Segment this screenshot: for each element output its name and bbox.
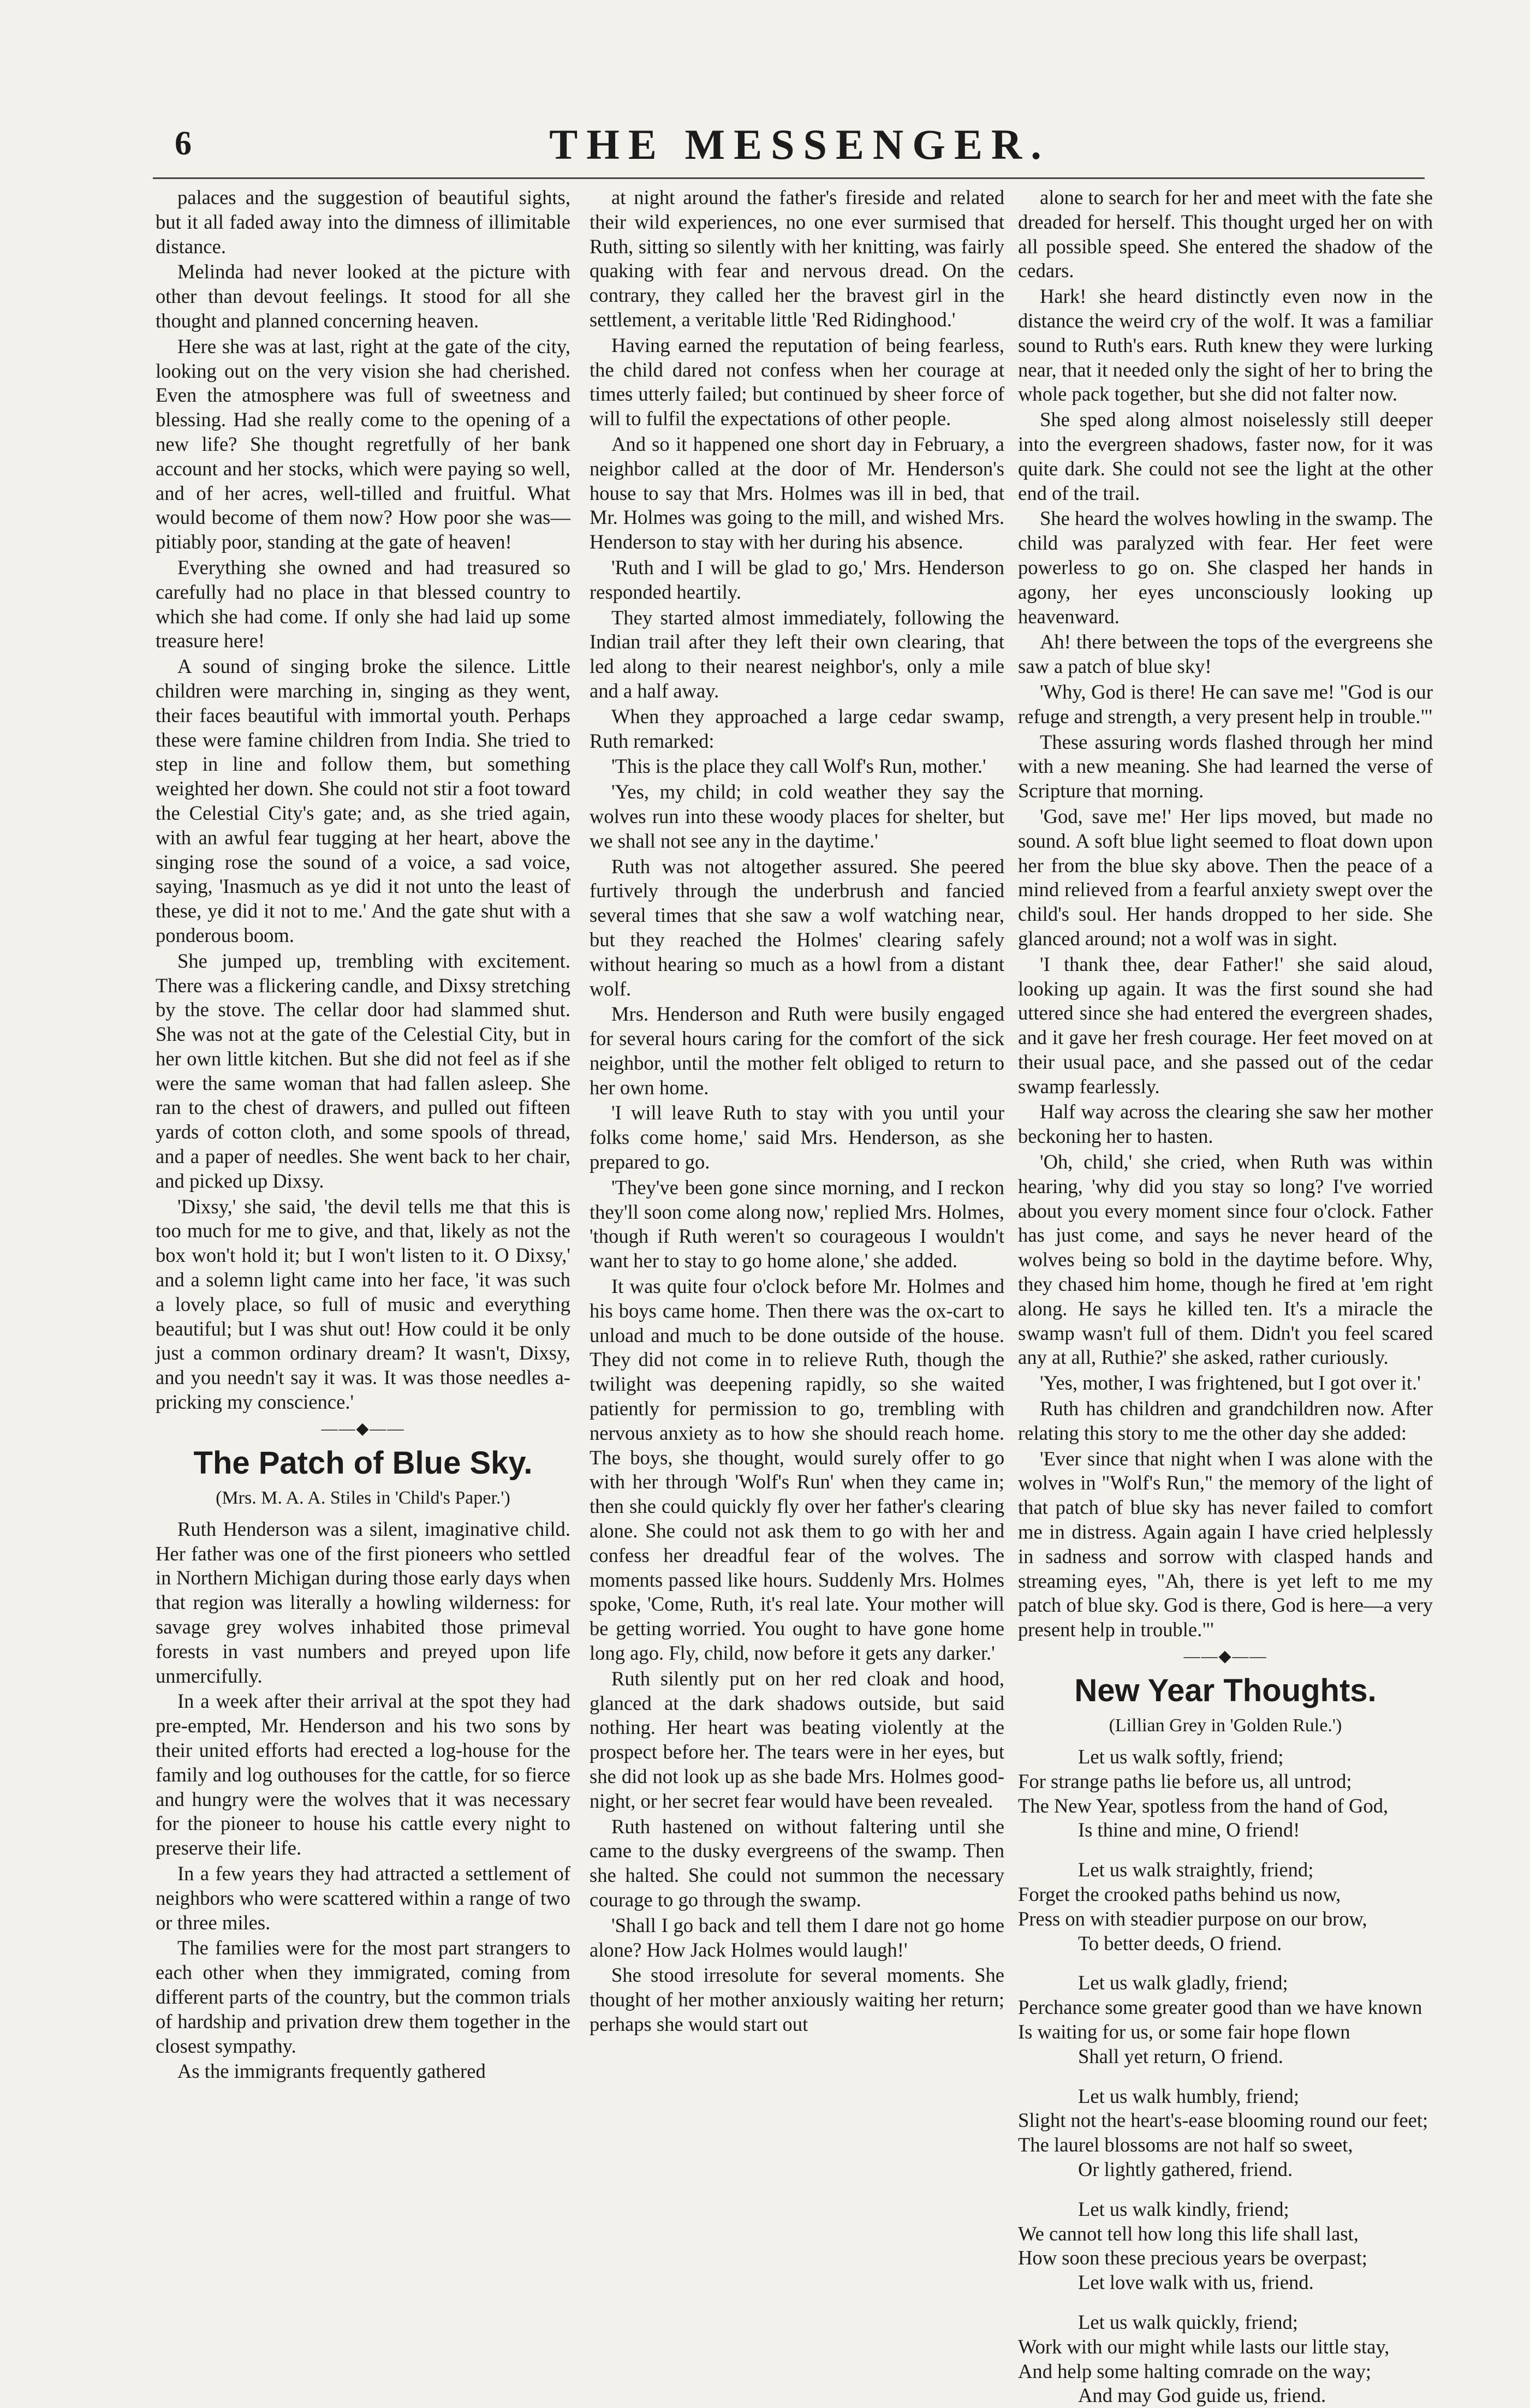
- paragraph: She jumped up, trembling with excitement. There was a flickering candle, and Dixsy stretching by the stove. The cellar door had slammed shut. She was not at the gate of the Celestial City, but in her own little kitchen. But she did not feel as if she were the same woman that had fallen asleep. She ran to the chest of drawers, and pulled out fifteen yards of cotton cloth, and some spools of thread, and a paper of needles. She went back to her chair, and picked up Dixsy.: [156, 949, 570, 1192]
- paragraph: Mrs. Henderson and Ruth were busily engaged for several hours caring for the comfort of the sick neighbor, until the mother felt obliged to return to her own home.: [590, 1003, 1004, 1099]
- paragraph: As the immigrants frequently gathered: [177, 2060, 486, 2083]
- paragraph: 'Oh, child,' she cried, when Ruth was within hearing, 'why did you stay so long? I've worried about you every moment since four o'clock. Father has just come, and says he never heard of the wolves being so bold in the daytime before. Why, they chased him home, though he fired at 'em right along. He says he killed ten. It's a miracle the swamp wasn't full of them. Didn't you feel scared any at all, Ruthie?' she asked, rather curiously.: [1018, 1151, 1433, 1369]
- paragraph: 'Yes, mother, I was frightened, but I got over it.': [1040, 1372, 1421, 1394]
- paragraph: 'Ruth and I will be glad to go,' Mrs. Henderson responded heartily.: [590, 556, 1004, 603]
- poem-line: We cannot tell how long this life shall last,: [1018, 2222, 1359, 2245]
- paragraph: 'Ever since that night when I was alone with the wolves in "Wolf's Run," the memory of the light of that patch of blue sky has never failed to comfort me in distress. Again again I have cried helplessly in sadness and sorrow with clasped hands and streaming eyes, "Ah, there is yet left to me my patch of blue sky. God is there, God is here—a very present help in trouble."': [1018, 1447, 1433, 1641]
- poem-line: The laurel blossoms are not half so sweet,: [1018, 2133, 1353, 2156]
- poem-line: Shall yet return, O friend.: [1078, 2045, 1283, 2067]
- poem-line: To better deeds, O friend.: [1078, 1932, 1282, 1954]
- poem-stanza: [1018, 1971, 1433, 2069]
- poem-line: Let us walk humbly, friend;: [1078, 2084, 1299, 2107]
- paragraph: at night around the father's fireside and related their wild experiences, no one ever surmised that Ruth, sitting so silently with her knitting, was fairly quaking with fear and nervous dread. On the contrary, they called her the bravest girl in the settlement, a veritable little 'Red Ridinghood.': [590, 186, 1004, 331]
- header-rule: [153, 177, 1425, 179]
- paragraph: They started almost immediately, following the Indian trail after they left their own clearing, that led along to their nearest neighbor's, only a mile and a half away.: [590, 606, 1004, 702]
- poem-stanza: [1018, 1858, 1433, 1956]
- poem-line: Is waiting for us, or some fair hope flown: [1018, 2020, 1350, 2043]
- poem-line: Perchance some greater good than we have known: [1018, 1996, 1422, 2019]
- poem-line: Let us walk quickly, friend;: [1078, 2310, 1298, 2333]
- section-divider: ——◆——: [321, 1419, 405, 1438]
- paragraph: Hark! she heard distinctly even now in the distance the weird cry of the wolf. It was a familiar sound to Ruth's ears. Ruth knew they were lurking near, that it needed only the sight of her to bring the whole pack together, but she did not falter now.: [1018, 285, 1433, 406]
- paragraph: Melinda had never looked at the picture with other than devout feelings. It stood for all she thought and planned concerning heaven.: [156, 260, 570, 332]
- story-title: The Patch of Blue Sky.: [193, 1445, 533, 1481]
- column-3-story-continued: [1018, 186, 1433, 1642]
- poem-line: Let us walk softly, friend;: [1078, 1745, 1284, 1768]
- poem-title: New Year Thoughts.: [1074, 1673, 1377, 1709]
- poem-line: For strange paths lie before us, all untrod;: [1018, 1769, 1352, 1792]
- paragraph: Ruth hastened on without faltering until she came to the dusky evergreens of the swamp. Then she halted. She could not summon the necessary courage to go through the swamp.: [590, 1815, 1004, 1911]
- poem-line: How soon these precious years be overpast;: [1018, 2246, 1367, 2269]
- paragraph: In a few years they had attracted a settlement of neighbors who were scattered within a range of two or three miles.: [156, 1862, 570, 1934]
- paragraph: Half way across the clearing she saw her mother beckoning her to hasten.: [1018, 1100, 1433, 1148]
- poem-line: Let us walk straightly, friend;: [1078, 1858, 1314, 1881]
- paragraph: In a week after their arrival at the spot they had pre-empted, Mr. Henderson and his two sons by their united efforts had erected a log-house for the family and log outhouses for the cattle, for so fierce and hungry were the wolves that it was necessary for the pioneer to house his cattle every night to preserve their life.: [156, 1690, 570, 1859]
- poem-line: Let love walk with us, friend.: [1078, 2271, 1314, 2294]
- paragraph: Ruth silently put on her red cloak and hood, glanced at the dark shadows outside, but said nothing. Her heart was beating violently at the prospect before her. The tears were in her eyes, but she did not look up as she bade Mrs. Holmes good-night, or her secret fear would have been revealed.: [590, 1667, 1004, 1812]
- column-2: [590, 186, 1004, 2325]
- page-number: 6: [175, 125, 192, 162]
- paragraph: 'Dixsy,' she said, 'the devil tells me that this is too much for me to give, and that, likely as not the box won't hold it; but I won't listen to it. O Dixsy,' and a solemn light came into her face, 'it was such a lovely place, so full of music and everything beautiful; but I was shut out! How could it be only just a common ordinary dream? It wasn't, Dixsy, and you needn't say it was. It was those needles a-pricking my conscience.': [156, 1195, 570, 1414]
- paragraph: Here she was at last, right at the gate of the city, looking out on the very vision she had cherished. Even the atmosphere was full of sweetness and blessing. Had she really come to the opening of a new life? She thought regretfully of her bank account and her stocks, which were paying so well, and of her acres, well-tilled and fruitful. What would become of them now? How poor she was—pitiably poor, standing at the gate of heaven!: [156, 335, 570, 553]
- paragraph: The families were for the most part strangers to each other when they immigrated, coming from different parts of the country, but the common trials of hardship and privation drew them together in the closest sympathy.: [156, 1936, 570, 2057]
- column-1: [156, 186, 570, 2325]
- paragraph: Ruth has children and grandchildren now. After relating this story to me the other day she added:: [1018, 1397, 1433, 1444]
- poem-stanza: [1018, 1745, 1433, 1843]
- paragraph: These assuring words flashed through her mind with a new meaning. She had learned the verse of Scripture that morning.: [1018, 730, 1433, 802]
- column-2-story-continued: [590, 186, 1004, 2037]
- poem-line: Or lightly gathered, friend.: [1078, 2157, 1293, 2180]
- poem-stanza: [1018, 2310, 1433, 2408]
- poem-line: Let us walk kindly, friend;: [1078, 2197, 1289, 2220]
- poem-line: Let us walk gladly, friend;: [1078, 1971, 1288, 1994]
- poem-body: [1018, 1745, 1433, 2408]
- paragraph: She heard the wolves howling in the swamp. The child was paralyzed with fear. Her feet were powerless to go on. She clasped her hands in agony, her eyes unconsciously looking up heavenward.: [1018, 507, 1433, 628]
- poem-line: And help some halting comrade on the way;: [1018, 2359, 1372, 2382]
- poem-line: The New Year, spotless from the hand of God,: [1018, 1794, 1389, 1817]
- paragraph: palaces and the suggestion of beautiful sights, but it all faded away into the dimness of illimitable distance.: [156, 186, 570, 258]
- paragraph: Having earned the reputation of being fearless, the child dared not confess when her courage at times utterly failed; but continued by sheer force of will to fulfil the expectations of other people.: [590, 333, 1004, 430]
- paragraph: 'This is the place they call Wolf's Run, mother.': [611, 755, 986, 778]
- paragraph: 'Yes, my child; in cold weather they say the wolves run into these woody places for shelter, but we shall not see any in the daytime.': [590, 780, 1004, 852]
- poem-line: Work with our might while lasts our little stay,: [1018, 2335, 1390, 2358]
- poem-stanza: [1018, 2197, 1433, 2295]
- paragraph: She sped along almost noiselessly still deeper into the evergreen shadows, faster now, for it was quite dark. She could not see the light at the other end of the trail.: [1018, 408, 1433, 504]
- column-3: [1018, 186, 1433, 2407]
- masthead-title: THE MESSENGER.: [549, 121, 1050, 168]
- story-body: [156, 1517, 570, 2084]
- paragraph: 'Why, God is there! He can save me! "God is our refuge and strength, a very present help in trouble."': [1018, 680, 1433, 728]
- poem-line: Press on with steadier purpose on our brow,: [1018, 1907, 1367, 1930]
- paragraph: Ruth Henderson was a silent, imaginative child. Her father was one of the first pioneers who settled in Northern Michigan during those early days when that region was literally a howling wilderness: for savage grey wolves inhabited those primeval forests in vast numbers and preyed upon life unmercifully.: [156, 1517, 570, 1687]
- poem-line: And may God guide us, friend.: [1078, 2384, 1326, 2407]
- story-byline: (Mrs. M. A. A. Stiles in 'Child's Paper.'): [216, 1487, 510, 1508]
- paragraph: A sound of singing broke the silence. Little children were marching in, singing as they went, their faces beautiful with immortal youth. Perhaps these were famine children from India. She tried to step in line and follow them, but something weighted her down. She could not stir a foot toward the Celestial City's gate; and, as she tried again, with an awful fear tugging at her heart, above the singing rose the sound of a voice, a sad voice, saying, 'Inasmuch as ye did it not unto the least of these, ye did it not to me.' And the gate shut with a ponderous boom.: [156, 655, 570, 946]
- paragraph: Everything she owned and had treasured so carefully had no place in that blessed country to which she had come. If only she had laid up some treasure here!: [156, 556, 570, 652]
- paragraph: 'God, save me!' Her lips moved, but made no sound. A soft blue light seemed to float down upon her from the blue sky above. Then the peace of a mind relieved from a fearful anxiety swept over the child's soul. Her hands dropped to her side. She glanced around; not a wolf was in sight.: [1018, 804, 1433, 950]
- paragraph: alone to search for her and meet with the fate she dreaded for herself. This thought urged her on with all possible speed. She entered the shadow of the cedars.: [1018, 186, 1433, 282]
- paragraph: When they approached a large cedar swamp, Ruth remarked:: [590, 705, 1004, 752]
- poem-line: Is thine and mine, O friend!: [1078, 1819, 1300, 1841]
- poem-line: Slight not the heart's-ease blooming round our feet;: [1018, 2109, 1428, 2132]
- section-divider: ——◆——: [1183, 1647, 1267, 1666]
- paragraph: Ah! there between the tops of the evergreens she saw a patch of blue sky!: [1018, 630, 1433, 678]
- paragraph: 'I thank thee, dear Father!' she said aloud, looking up again. It was the first sound she had uttered since she had entered the evergreen shades, and it gave her fresh courage. Her feet moved on at their usual pace, and she passed out of the cedar swamp fearlessly.: [1018, 952, 1433, 1098]
- page-header: [164, 115, 1436, 175]
- poem-stanza: [1018, 2084, 1433, 2182]
- paragraph: 'Shall I go back and tell them I dare not go home alone? How Jack Holmes would laugh!': [590, 1914, 1004, 1961]
- column-1-article: [156, 186, 570, 1415]
- paragraph: 'They've been gone since morning, and I reckon they'll soon come along now,' replied Mrs. Holmes, 'though if Ruth weren't so courageous I wouldn't want her to stay to go home alone,' she added.: [590, 1176, 1004, 1272]
- paragraph: She stood irresolute for several moments. She thought of her mother anxiously waiting her return; perhaps she would start out: [590, 1964, 1004, 2035]
- poem-byline: (Lillian Grey in 'Golden Rule.'): [1109, 1715, 1342, 1736]
- poem-line: Forget the crooked paths behind us now,: [1018, 1883, 1341, 1905]
- paragraph: 'I will leave Ruth to stay with you until your folks come home,' said Mrs. Henderson, as she prepared to go.: [590, 1101, 1004, 1173]
- paragraph: It was quite four o'clock before Mr. Holmes and his boys came home. Then there was the ox-cart to unload and much to be done outside of the house. They did not come in to relieve Ruth, though the twilight was deepening rapidly, so she waited patiently for permission to go, trembling with nervous anxiety as to how she should reach home. The boys, she thought, would surely offer to go with her through 'Wolf's Run' when they came in; then she could quickly fly over her father's clearing alone. She could not ask them to go with her and confess her dreadful fear of the wolves. The moments passed like hours. Suddenly Mrs. Holmes spoke, 'Come, Ruth, it's real late. Your mother will be getting worried. You ought to have gone home long ago. Fly, child, now before it gets any darker.': [590, 1275, 1004, 1665]
- paragraph: And so it happened one short day in February, a neighbor called at the door of Mr. Henderson's house to say that Mrs. Holmes was ill in bed, that Mr. Holmes was going to the mill, and wished Mrs. Henderson to stay with her during his absence.: [590, 432, 1004, 553]
- paragraph: Ruth was not altogether assured. She peered furtively through the underbrush and fancied several times that she saw a wolf watching near, but they reached the Holmes' clearing safely without hearing so much as a howl from a distant wolf.: [590, 855, 1004, 1000]
